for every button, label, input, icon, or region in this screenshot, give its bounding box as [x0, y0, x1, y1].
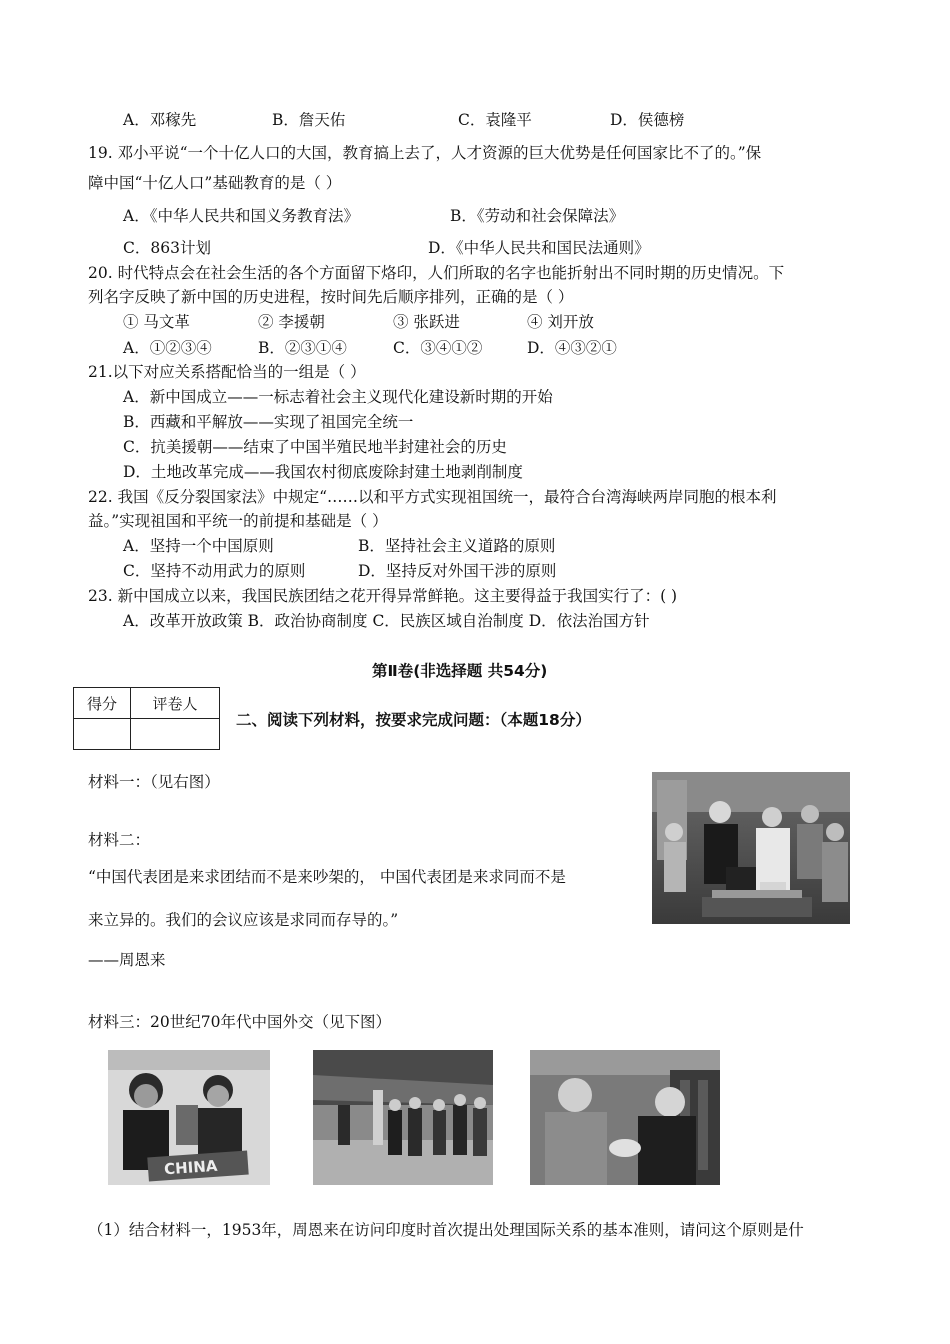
- q22-stem-line2: 益。”实现祖国和平统一的前提和基础是（ ）: [88, 512, 388, 530]
- material-1-photo: [652, 772, 850, 924]
- q22-option-d: D．坚持反对外国干涉的原则: [358, 562, 557, 580]
- score-label: 得分: [74, 688, 131, 719]
- q23-options: A．改革开放政策 B．政治协商制度 C．民族区域自治制度 D．依法治国方针: [123, 612, 650, 630]
- grader-label: 评卷人: [131, 688, 220, 719]
- q21-option-c: C．抗美援朝——结束了中国半殖民地半封建社会的历史: [123, 438, 507, 456]
- q19-stem-line1: 19. 邓小平说“一个十亿人口的大国，教育搞上去了，人才资源的巨大优势是任何国家比不了的。”保: [88, 144, 762, 162]
- material-3-photo-un: [108, 1050, 270, 1185]
- q22-option-c: C．坚持不动用武力的原则: [123, 562, 306, 580]
- q20-name-1: ① 马文革: [123, 313, 190, 331]
- q20-name-2: ② 李援朝: [258, 313, 325, 331]
- q20-stem-line2: 列名字反映了新中国的历史进程，按时间先后顺序排列，正确的是（ ）: [88, 288, 574, 306]
- q19-option-d: D．《中华人民共和国民法通则》: [428, 239, 650, 257]
- q20-stem-line1: 20. 时代特点会在社会生活的各个方面留下烙印，人们所取的名字也能折射出不同时期的历史情况。下: [88, 264, 785, 282]
- material-3-label: 材料三：20世纪70年代中国外交（见下图）: [88, 1013, 391, 1031]
- q18-option-b: B．詹天佑: [272, 111, 346, 129]
- q21-option-b: B．西藏和平解放——实现了祖国完全统一: [123, 413, 414, 431]
- q20-name-4: ④ 刘开放: [527, 313, 594, 331]
- grader-cell: [131, 719, 220, 750]
- q20-option-b: B．②③①④: [258, 339, 347, 357]
- material-2-quote-line1: “中国代表团是来求团结而不是来吵架的， 中国代表团是来求同而不是: [88, 868, 566, 886]
- q19-option-c: C．863计划: [123, 239, 211, 257]
- q18-option-c: C．袁隆平: [458, 111, 532, 129]
- material-3-photo-handshake: [530, 1050, 720, 1185]
- q20-option-c: C．③④①②: [393, 339, 483, 357]
- part2-heading: 第Ⅱ卷(非选择题 共54分): [372, 662, 548, 680]
- q20-option-a: A．①②③④: [123, 339, 212, 357]
- material-2-quote-line2: 来立异的。我们的会议应该是求同而存导的。”: [88, 911, 399, 929]
- q22-option-b: B．坚持社会主义道路的原则: [358, 537, 556, 555]
- material-2-author: ——周恩来: [88, 951, 166, 969]
- q19-stem-line2: 障中国“十亿人口”基础教育的是（ ）: [88, 174, 342, 192]
- q20-option-d: D．④③②①: [527, 339, 617, 357]
- score-table: [73, 687, 220, 750]
- q18-option-d: D．侯德榜: [610, 111, 685, 129]
- china-nameplate: CHINA: [163, 1156, 218, 1179]
- material-1-label: 材料一：（见右图）: [88, 773, 220, 791]
- material-3-photo-airport: [313, 1050, 493, 1185]
- question-1: （1）结合材料一，1953年，周恩来在访问印度时首次提出处理国际关系的基本准则，请问这个原则是什: [88, 1221, 804, 1239]
- q19-option-b: B．《劳动和社会保障法》: [450, 207, 625, 225]
- q21-option-d: D．土地改革完成——我国农村彻底废除封建土地剥削制度: [123, 463, 523, 481]
- q18-option-a: A．邓稼先: [123, 111, 197, 129]
- q20-name-3: ③ 张跃进: [393, 313, 460, 331]
- score-cell: [74, 719, 131, 750]
- q22-stem-line1: 22. 我国《反分裂国家法》中规定“……以和平方式实现祖国统一，最符合台湾海峡两岸同胞的根本利: [88, 488, 777, 506]
- section-title: 二、阅读下列材料，按要求完成问题：（本题18分）: [236, 711, 591, 729]
- q21-stem: 21.以下对应关系搭配恰当的一组是（ ）: [88, 363, 366, 381]
- q23-stem: 23. 新中国成立以来，我国民族团结之花开得异常鲜艳。这主要得益于我国实行了：( ): [88, 587, 678, 605]
- material-2-label: 材料二：: [88, 831, 151, 849]
- q22-option-a: A．坚持一个中国原则: [123, 537, 274, 555]
- q21-option-a: A．新中国成立——一标志着社会主义现代化建设新时期的开始: [123, 388, 553, 406]
- q19-option-a: A．《中华人民共和国义务教育法》: [123, 207, 359, 225]
